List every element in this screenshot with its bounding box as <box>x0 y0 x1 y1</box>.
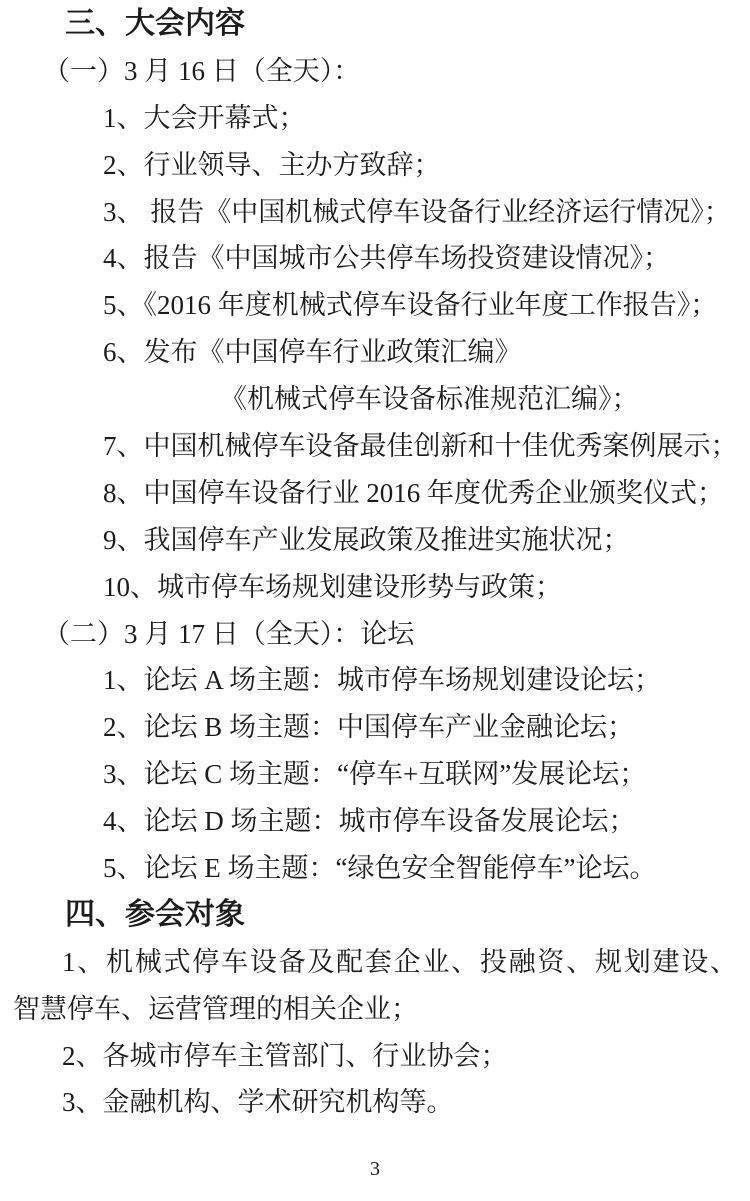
day1-item-3: 3、 报告《中国机械式停车设备行业经济运行情况》； <box>103 196 731 227</box>
day2-item-3: 3、论坛 C 场主题：“停车+互联网”发展论坛； <box>103 759 647 790</box>
day1-item-9: 9、我国停车产业发展政策及推进实施状况； <box>103 524 630 555</box>
section-4-heading: 四、参会对象 <box>65 897 245 931</box>
day1-label: （一）3 月 16 日（全天）： <box>43 55 361 86</box>
day1-item-5: 5、《2016 年度机械式停车设备行业年度工作报告》； <box>103 290 718 321</box>
day1-item-6: 6、发布《中国停车行业政策汇编》 <box>103 337 522 368</box>
day2-item-5: 5、论坛 E 场主题：“绿色安全智能停车”论坛。 <box>103 853 657 884</box>
day2-item-4: 4、论坛 D 场主题：城市停车设备发展论坛； <box>103 806 636 837</box>
day1-item-1: 1、大会开幕式； <box>103 102 306 133</box>
section4-item-3: 3、金融机构、学术研究机构等。 <box>62 1087 454 1118</box>
day2-item-1: 1、论坛 A 场主题：城市停车场规划建设论坛； <box>103 665 662 696</box>
day1-item-4: 4、报告《中国城市公共停车场投资建设情况》； <box>103 243 670 274</box>
day2-label: （二）3 月 17 日（全天）：论坛 <box>43 618 415 649</box>
page-number: 3 <box>370 1158 380 1181</box>
day1-item-10: 10、城市停车场规划建设形势与政策； <box>103 571 562 602</box>
day2-item-2: 2、论坛 B 场主题：中国停车产业金融论坛； <box>103 712 635 743</box>
day1-item-6-continuation: 《机械式停车设备标准规范汇编》； <box>220 384 639 415</box>
section4-item-1: 1、机械式停车设备及配套企业、投融资、规划建设、 <box>62 946 737 977</box>
day1-item-2: 2、行业领导、主办方致辞； <box>103 149 441 180</box>
day1-item-7: 7、中国机械停车设备最佳创新和十佳优秀案例展示； <box>103 431 738 462</box>
section4-item-2: 2、各城市停车主管部门、行业协会； <box>62 1040 508 1071</box>
section4-item-1-continuation: 智慧停车、运营管理的相关企业； <box>13 993 418 1024</box>
day1-item-8: 8、中国停车设备行业 2016 年度优秀企业颁奖仪式； <box>103 477 724 508</box>
section-3-heading: 三、大会内容 <box>65 7 245 40</box>
